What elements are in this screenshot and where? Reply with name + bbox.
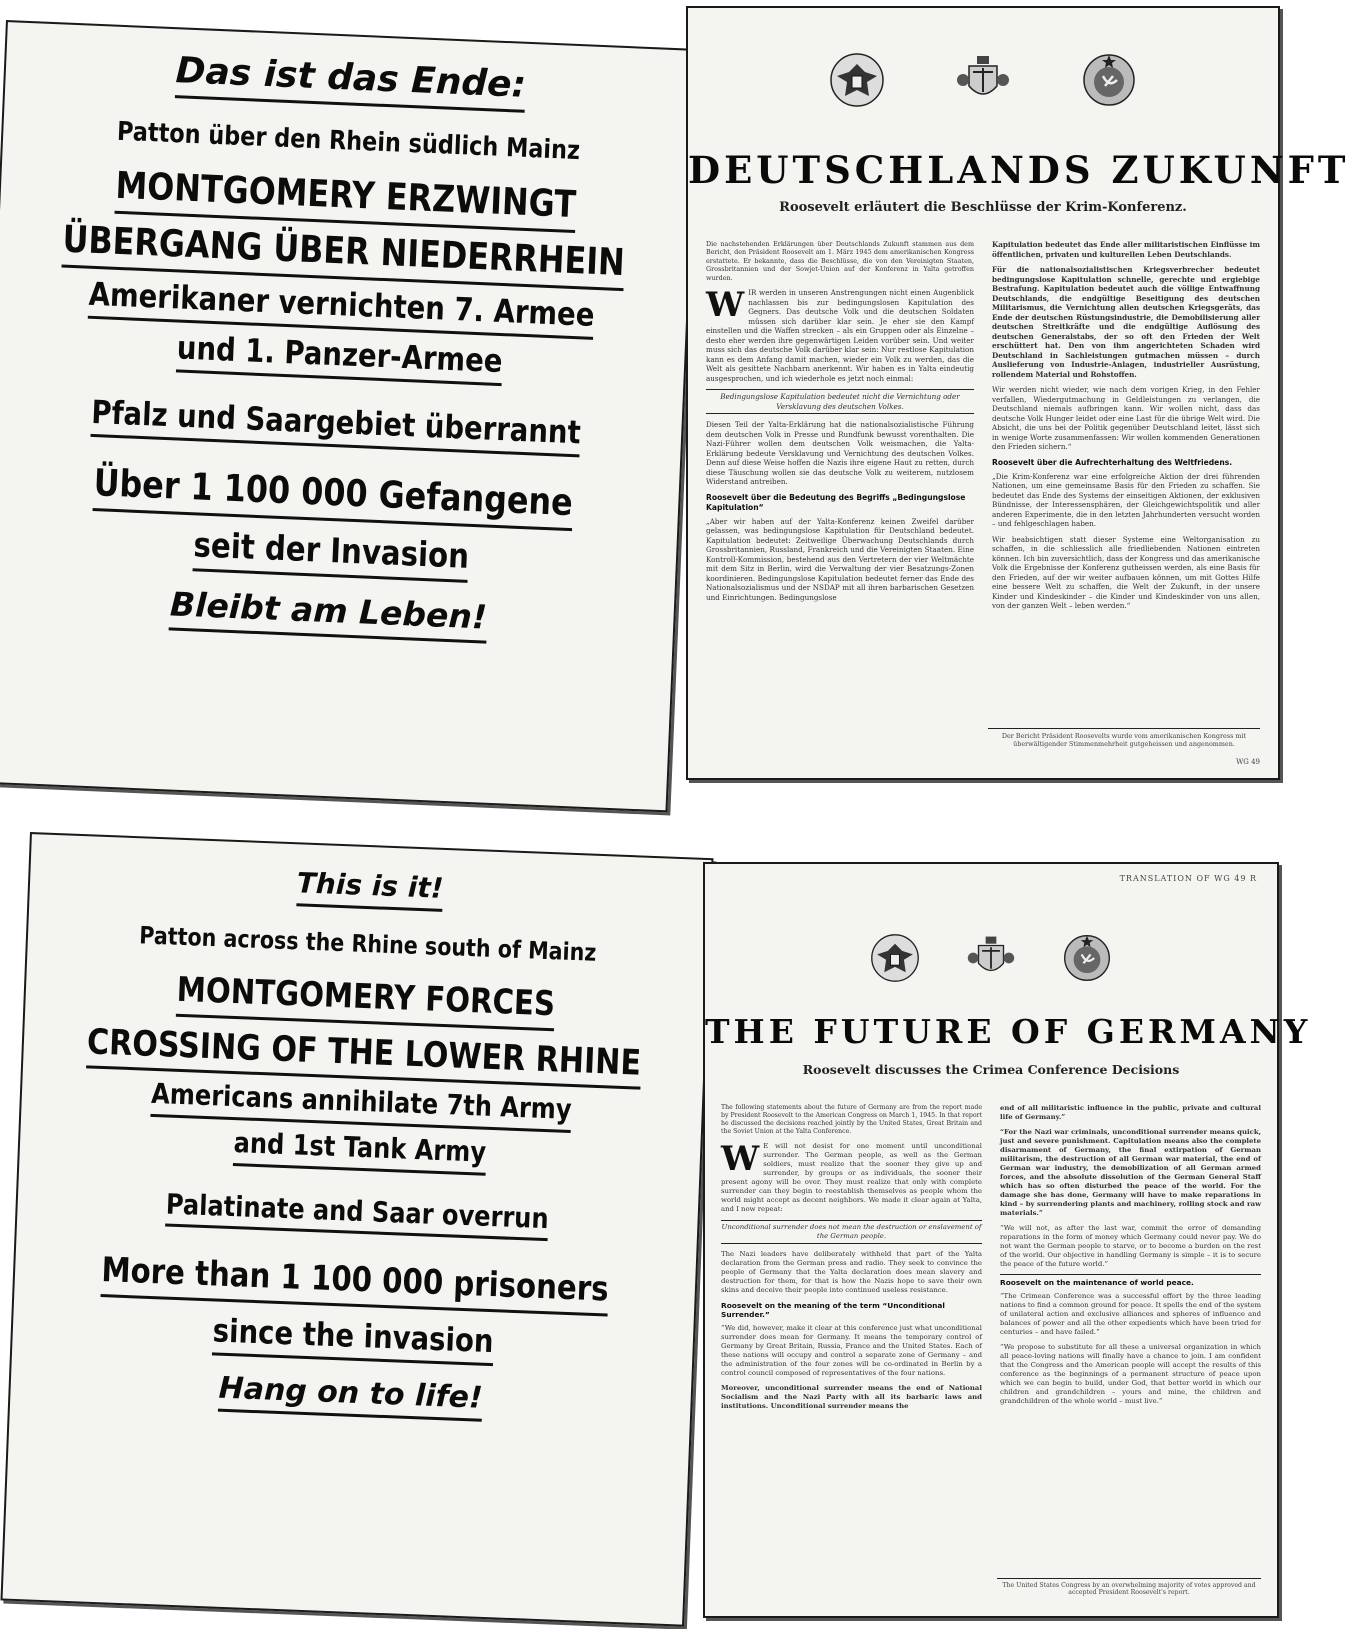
- british-royal-arms-icon: [963, 930, 1019, 986]
- section-heading: Roosevelt über die Aufrechterhaltung des Weltfriedens.: [992, 457, 1233, 467]
- page-number: WG 49: [1236, 758, 1260, 766]
- article-lead: E will not desist for one moment until unconditional surrender. The German people, as well as the German soldiers, must realize that the sooner they give up and surrender, by groups or as individuals, the sooner their present agony will be over. They must realize that only with complete surrender can they begin to reestablish themselves as people whom the world might accept as decent neighbors. We made it clear again at Yalta, and I now repeat:: [721, 1142, 982, 1214]
- emblem-row: [688, 52, 1278, 108]
- leaflet-line-9: since the invasion: [212, 1313, 494, 1366]
- drop-cap: W: [721, 1139, 760, 1180]
- newspaper-subtitle: Roosevelt discusses the Crimea Conference Decisions: [802, 1062, 1180, 1077]
- article-paragraph: “For the Nazi war criminals, unconditional surrender means quick, just and severe punishment. Capitulation means also the complete disarmament of Germany, the final extirpation of German militarism, the destruction of all German war material, the end of German war industry, the demobilization of all German armed forces, and the absolute dissolution of the German General Staff which has so often disturbed the peace of the world. For the damage she has done, Germany will have to make reparations in kind – by surrendering plants and machinery, rolling stock and raw materials.”: [1000, 1127, 1261, 1217]
- article-lead: IR werden in unseren Anstrengungen nicht einen Augenblick nachlassen bis zur bedingungslosen Kapitulation des Gegners. Das deutsche Volk und die deutschen Soldaten müssen sich darüber klar sein. Je eher sie den Kampf einstellen und die Waffen strecken – als ein Gruppen oder als Einzelne – desto eher werden ihre gegenwärtigen Leiden vorüber sein. Und weiter muss sich das deutsche Volk darüber klar sein: Nur restlose Kapitulation kann es dem Anfang damit machen, wieder ein Volk zu werden, das die Welt als gesittete Nachbarn anerkennt. Wir haben es in Yalta eindeutig ausgesprochen, und ich wiederhole es jetzt noch einmal:: [706, 288, 974, 383]
- section-heading: Roosevelt on the maintenance of world peace.: [1000, 1274, 1261, 1288]
- article-paragraph: The Nazi leaders have deliberately withheld that part of the Yalta declaration from the German press and radio. They seek to convince the people of Germany that the Yalta declaration does mean slavery and destruction for them, for that is how the Nazis hope to save their own skins and deceive their people into continued useless resistance.: [721, 1249, 982, 1294]
- newspaper-masthead: THE FUTURE OF GERMANY: [705, 1012, 1312, 1051]
- article-paragraph: „Die Krim-Konferenz war eine erfolgreiche Aktion der drei führenden Nationen, um eine gemeinsame Basis für den Frieden zu schaffen. Sie bedeutet das Ende des Systems der einseitigen Aktionen, der exklusiven Bündnisse, der Interessensphären, der Gleichgewichtspolitik und aller anderen Experimente, die in den letzten Jahrhunderten versucht worden – und fehlgeschlagen haben.: [992, 471, 1260, 529]
- leaflet-line-2: Patton über den Rhein südlich Mainz: [116, 116, 581, 166]
- article-column-right: [992, 240, 1260, 722]
- article-intro: The following statements about the future of Germany are from the report made by President Roosevelt to the American Congress on March 1, 1945. In that report he discussed the decisions reached jointly by the United States, Great Britain and the Soviet Union at the Yalta Conference.: [721, 1104, 982, 1136]
- newspaper-footer: Der Bericht Präsident Roosevelts wurde vom amerikanischen Kongress mit überwältigender Stimmenmehrheit gutgeheissen und angenommen.: [988, 728, 1260, 748]
- article-column-left: [721, 1104, 982, 1570]
- article-paragraph: Wir beabsichtigen statt dieser Systeme eine Weltorganisation zu schaffen, in die schliesslich alle friedliebenden Nationen eintreten können. Ich bin zuversichtlich, dass der Kongress und das amerikanische Volk die Ergebnisse der Konferenz gutheissen werden, als eine Basis für den Frieden, auf der wir weiter aufbauen können, um mit Gottes Hilfe eine bessere Welt zu schaffen, die Welt der Zukunft, in der unsere Kinder und Kindeskinder – die Kinder und Kindeskinder von uns allen, von der ganzen Welt – leben werden.“: [992, 534, 1260, 611]
- boxed-quote: Unconditional surrender does not mean the destruction or enslavement of the German people.: [721, 1220, 982, 1244]
- article-column-right: [1000, 1104, 1261, 1570]
- article-intro: Die nachstehenden Erklärungen über Deutschlands Zukunft stammen aus dem Bericht, den Präsident Roosevelt am 1. März 1945 dem amerikanischen Kongress erstattete. Er bekannte, dass die Beschlüsse, die von den Vereinigten Staaten, Grossbritannien und der Sowjet-Union auf der Konferenz in Yalta getroffen wurden.: [706, 240, 974, 282]
- english-newspaper-leaflet: [703, 862, 1312, 1618]
- leaflet-line-9: seit der Invasion: [192, 527, 469, 583]
- article-paragraph: Für die nationalsozialistischen Kriegsverbrecher bedeutet bedingungslose Kapitulation schnelle, gerechte und ergiebige Bestrafung. Kapitulation bedeutet auch die völlige Entwaffnung Deutschlands, die endgültige Beseitigung des deutschen Militarismus, die Vernichtung allen deutschen Kriegsgeräts, das Ende der deutschen Rüstungsindustrie, die Demobilisierung aller deutschen Streitkräfte und die endgültige Auflösung des deutschen Generalstabs, der so oft den Frieden der Welt erschüttert hat. Den von ihm angerichteten Schaden wird Deutschland in Sachleistungen gutmachen müssen – durch Auslieferung von Industrie-Anlagen, industrieller Ausrüstung, rollendem Material und Rohstoffen.: [992, 265, 1260, 379]
- article-paragraph: “We did, however, make it clear at this conference just what unconditional surrender does mean for Germany. It means the temporary control of Germany by Great Britain, Russia, France and the United States. Each of these nations will occupy and control a separate zone of Germany – and the administration of the four zones will be co-ordinated in Berlin by a control council composed of representatives of the four nations.: [721, 1324, 982, 1377]
- leaflet-line-10: Hang on to life!: [218, 1372, 483, 1422]
- german-newspaper-leaflet: [686, 6, 1349, 780]
- drop-cap: W: [706, 285, 745, 326]
- us-eagle-seal-icon: [829, 52, 885, 108]
- leaflet-line-5: Americans annihilate 7th Army: [151, 1079, 573, 1133]
- leaflet-line-6: und 1. Panzer-Armee: [175, 330, 502, 386]
- english-headline-leaflet: [0, 832, 713, 1627]
- newspaper-masthead: DEUTSCHLANDS ZUKUNFT: [688, 148, 1349, 192]
- article-paragraph: “We propose to substitute for all these a universal organization in which all peace-loving nations will finally have a chance to join. I am confident that the Congress and the American people will accept the results of this conference as the beginnings of a permanent structure of peace upon which we can begin to build, under God, that better world in which our children and grandchildren – yours and mine, the children and grandchildren of the whole world – must live.”: [1000, 1342, 1261, 1405]
- leaflet-line-2: Patton across the Rhine south of Mainz: [138, 921, 598, 967]
- article-paragraph: Diesen Teil der Yalta-Erklärung hat die nationalsozialistische Führung dem deutschen Volk in Presse und Rundfunk bewusst vorenthalten. Die Nazi-Führer wollen dem deutschen Volk weismachen, die Yalta-Erklärung bedeute Versklavung und Vernichtung des deutschen Volkes. Denn auf diese Weise hoffen die Nazis ihre eigene Haut zu retten, durch diese Täuschung wollen sie das deutsche Volk zu weiterem, nutzlosem Widerstand antreiben.: [706, 420, 974, 487]
- leaflet-line-7: Pfalz und Saargebiet überrannt: [91, 395, 582, 458]
- us-eagle-seal-icon: [867, 930, 923, 986]
- newspaper-subtitle: Roosevelt erläutert die Beschlüsse der Krim-Konferenz.: [779, 200, 1187, 215]
- leaflet-line-4: CROSSING OF THE LOWER RHINE: [86, 1023, 642, 1090]
- leaflet-line-5: Amerikaner vernichten 7. Armee: [88, 276, 595, 339]
- newspaper-footer: The United States Congress by an overwhelming majority of votes approved and accepted President Roosevelt's report.: [997, 1578, 1261, 1596]
- soviet-emblem-icon: [1059, 930, 1115, 986]
- article-paragraph: “The Crimean Conference was a successful effort by the three leading nations to find a common ground for peace. It spells the end of the system of unilateral action and exclusive alliances and spheres of influence and balances of power and all the other expedients which have been tried for centuries – and have failed.”: [1000, 1292, 1261, 1336]
- article-column-left: [706, 240, 974, 722]
- translation-label: TRANSLATION OF WG 49 R: [1119, 874, 1257, 883]
- article-columns: [706, 240, 1260, 722]
- article-paragraph: Wir werden nicht wieder, wie nach dem vorigen Krieg, in den Fehler verfallen, Wiedergutmachung in Geldleistungen zu verlangen, die Deutschland niemals aufbringen kann. Wir wollen nicht, dass das deutsche Volk Hunger leidet oder eine Last für die übrige Welt wird. Die Absicht, die uns bei der Politik gegenüber Deutschland leitet, lässt sich in wenige Worte zusammenfassen: Wir wollen kommenden Generationen den Frieden sichern.“: [992, 385, 1260, 451]
- article-paragraph: end of all militaristic influence in the public, private and cultural life of Germany.”: [1000, 1104, 1261, 1121]
- british-royal-arms-icon: [955, 52, 1011, 108]
- leaflet-line-8: Über 1 100 000 Gefangene: [93, 463, 574, 531]
- section-heading: Roosevelt über die Bedeutung des Begriffs „Bedingungslose Kapitulation“: [706, 492, 966, 512]
- leaflet-line-3: MONTGOMERY FORCES: [176, 972, 556, 1031]
- article-paragraph: Kapitulation bedeutet das Ende aller militaristischen Einflüsse im öffentlichen, privaten und kulturellen Leben Deutschlands.: [992, 240, 1260, 259]
- leaflet-headline-1: Das ist das Ende:: [175, 51, 527, 112]
- article-paragraph: “We will not, as after the last war, commit the error of demanding reparations in the form of money which Germany could never pay. We do not want the German people to starve, or to become a burden on the rest of the world. Our objective in handling Germany is simple – it is to secure the peace of the future world.”: [1000, 1223, 1261, 1268]
- article-paragraph: Moreover, unconditional surrender means the end of National Socialism and the Nazi Party with all its barbaric laws and institutions. Unconditional surrender means the: [721, 1383, 982, 1410]
- boxed-quote: Bedingungslose Kapitulation bedeutet nicht die Vernichtung oder Versklavung des deutschen Volkes.: [706, 389, 974, 414]
- leaflet-line-8: More than 1 100 000 prisoners: [100, 1253, 609, 1317]
- leaflet-headline-1: This is it!: [296, 868, 444, 911]
- german-headline-leaflet: [0, 20, 699, 812]
- section-heading: Roosevelt on the meaning of the term “Unconditional Surrender.”: [721, 1300, 945, 1320]
- leaflet-line-3: MONTGOMERY ERZWINGT: [115, 166, 577, 233]
- article-paragraph: „Aber wir haben auf der Yalta-Konferenz keinen Zweifel darüber gelassen, was bedingungslose Kapitulation für Deutschland bedeutet. Kapitulation bedeutet: Zeitweilige Überwachung Deutschlands durch Grossbritannien, Russland, Frankreich und die Vereinigten Staaten. Eine Kontroll-Kommission, bestehend aus den Vertretern der vier Weltmächte mit dem Sitz in Berlin, wird die Verwaltung der vier Besatzungs-Zonen koordinieren. Bedingungslose Kapitulation bedeutet ferner das Ende des Nationalsozialismus und der NSDAP mit all ihren barbarischen Gesetzen und Einrichtungen. Bedingungslose: [706, 516, 974, 602]
- article-columns: [721, 1104, 1261, 1570]
- leaflet-line-4: ÜBERGANG ÜBER NIEDERRHEIN: [61, 219, 625, 290]
- emblem-row: [705, 930, 1277, 986]
- leaflet-line-10: Bleibt am Leben!: [169, 587, 488, 644]
- leaflet-line-7: Palatinate and Saar overrun: [166, 1189, 550, 1241]
- leaflet-line-6: and 1st Tank Army: [233, 1128, 487, 1175]
- soviet-emblem-icon: [1081, 52, 1137, 108]
